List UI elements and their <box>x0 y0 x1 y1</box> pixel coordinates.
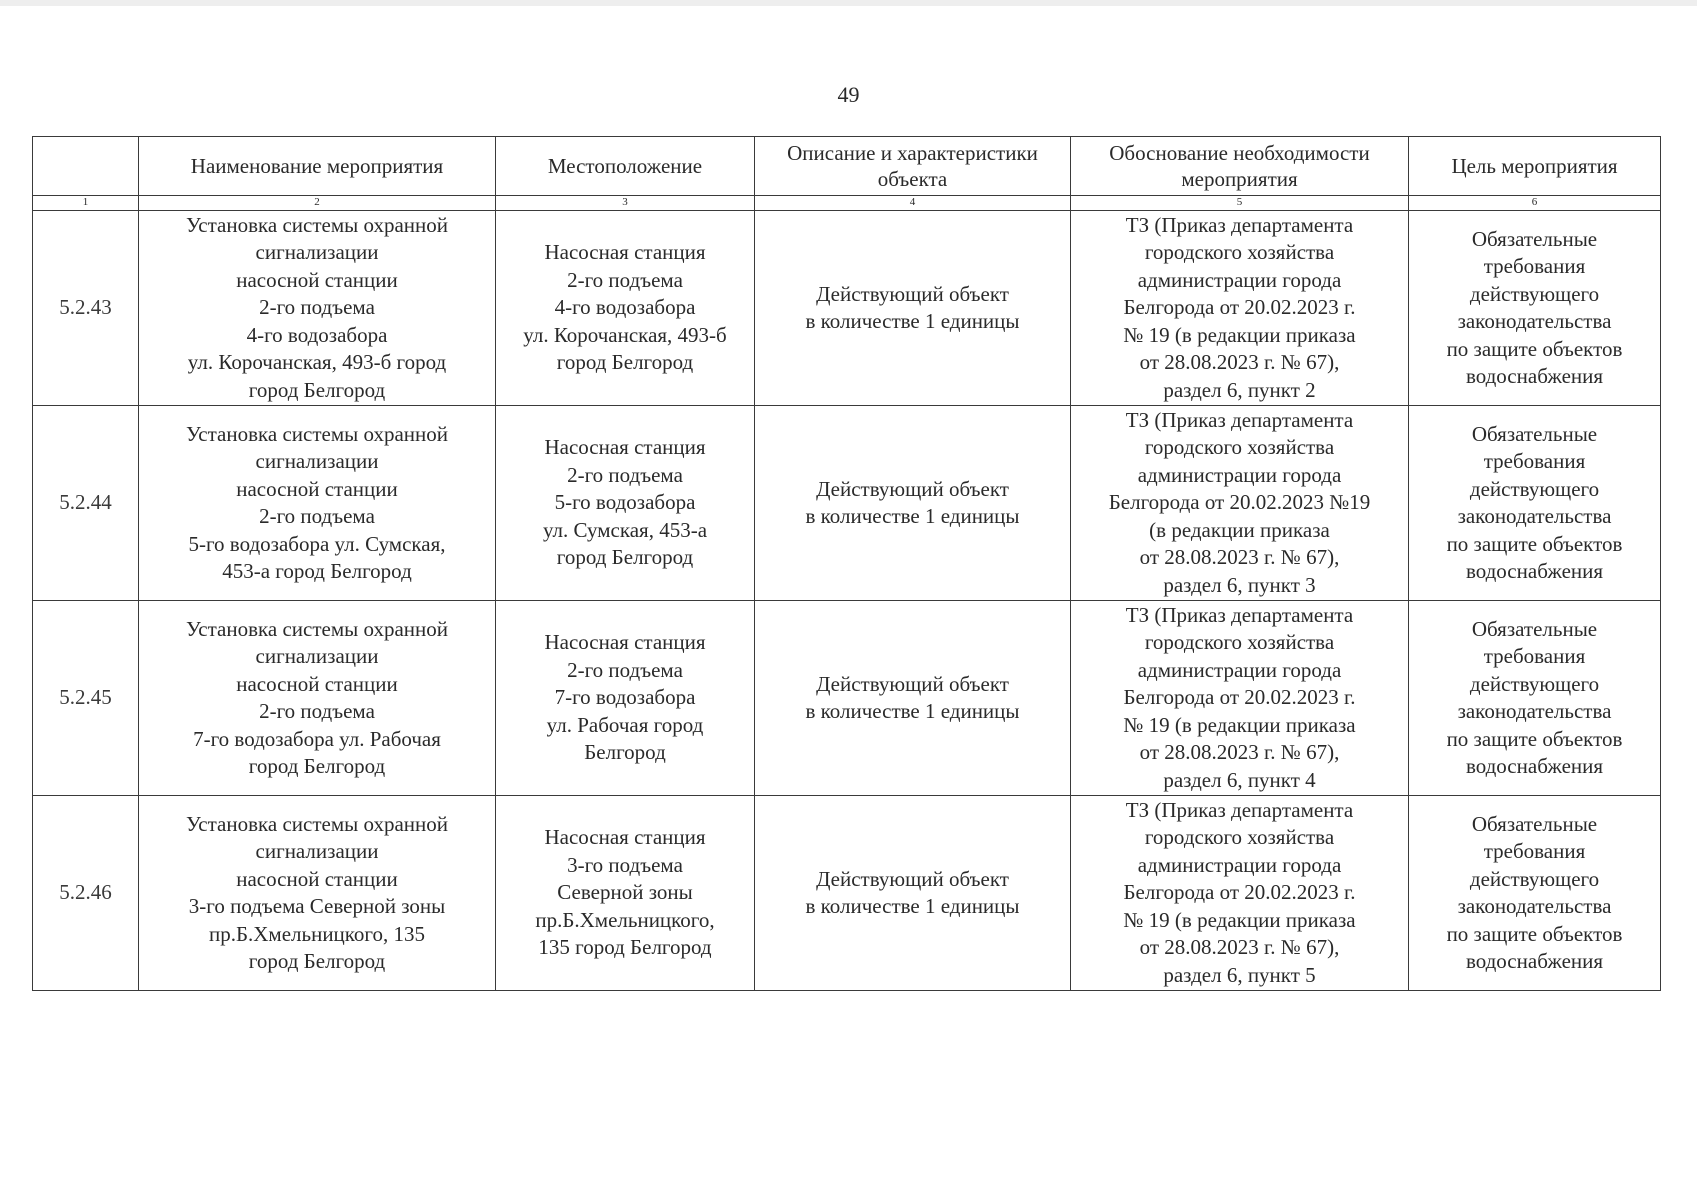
cell-justification: ТЗ (Приказ департамента городского хозяйства администрации города Белгорода от 20.02.2023 г. № 19 (в редакции приказа от 28.08.2023 г. № 67), раздел 6, пункт 4 <box>1071 601 1409 796</box>
cell-justification: ТЗ (Приказ департамента городского хозяйства администрации города Белгорода от 20.02.2023 №19 (в редакции приказа от 28.08.2023 г. № 67), раздел 6, пункт 3 <box>1071 406 1409 601</box>
column-number: 6 <box>1409 196 1661 211</box>
cell-justification: ТЗ (Приказ департамента городского хозяйства администрации города Белгорода от 20.02.2023 г. № 19 (в редакции приказа от 28.08.2023 г. № 67), раздел 6, пункт 2 <box>1071 211 1409 406</box>
column-number: 1 <box>33 196 139 211</box>
cell-location: Насосная станция 2-го подъема 7-го водозабора ул. Рабочая город Белгород <box>496 601 755 796</box>
header-name: Наименование мероприятия <box>139 137 496 196</box>
measures-table <box>32 136 1661 991</box>
column-number: 2 <box>139 196 496 211</box>
column-number-row <box>33 196 1661 211</box>
cell-number: 5.2.44 <box>33 406 139 601</box>
cell-name: Установка системы охранной сигнализации насосной станции 3-го подъема Северной зоны пр.Б.Хмельницкого, 135 город Белгород <box>139 796 496 991</box>
cell-goal: Обязательные требования действующего законодательства по защите объектов водоснабжения <box>1409 796 1661 991</box>
table-row <box>33 796 1661 991</box>
cell-description: Действующий объект в количестве 1 единицы <box>755 211 1071 406</box>
cell-description: Действующий объект в количестве 1 единицы <box>755 406 1071 601</box>
cell-number: 5.2.43 <box>33 211 139 406</box>
column-number: 4 <box>755 196 1071 211</box>
cell-number: 5.2.45 <box>33 601 139 796</box>
table-row <box>33 406 1661 601</box>
cell-location: Насосная станция 2-го подъема 5-го водозабора ул. Сумская, 453-а город Белгород <box>496 406 755 601</box>
scan-top-edge <box>0 0 1697 6</box>
table-row <box>33 211 1661 406</box>
header-location: Местоположение <box>496 137 755 196</box>
cell-location: Насосная станция 2-го подъема 4-го водозабора ул. Корочанская, 493-б город Белгород <box>496 211 755 406</box>
header-number <box>33 137 139 196</box>
cell-location: Насосная станция 3-го подъема Северной зоны пр.Б.Хмельницкого, 135 город Белгород <box>496 796 755 991</box>
cell-name: Установка системы охранной сигнализации насосной станции 2-го подъема 5-го водозабора ул. Сумская, 453-а город Белгород <box>139 406 496 601</box>
page-number: 49 <box>837 82 860 107</box>
header-justification: Обоснование необходимости мероприятия <box>1071 137 1409 196</box>
cell-goal: Обязательные требования действующего законодательства по защите объектов водоснабжения <box>1409 211 1661 406</box>
header-description: Описание и характеристики объекта <box>755 137 1071 196</box>
column-number: 3 <box>496 196 755 211</box>
cell-goal: Обязательные требования действующего законодательства по защите объектов водоснабжения <box>1409 406 1661 601</box>
cell-description: Действующий объект в количестве 1 единицы <box>755 796 1071 991</box>
cell-goal: Обязательные требования действующего законодательства по защите объектов водоснабжения <box>1409 601 1661 796</box>
header-goal: Цель мероприятия <box>1409 137 1661 196</box>
table-row <box>33 601 1661 796</box>
cell-number: 5.2.46 <box>33 796 139 991</box>
cell-name: Установка системы охранной сигнализации насосной станции 2-го подъема 7-го водозабора ул. Рабочая город Белгород <box>139 601 496 796</box>
cell-name: Установка системы охранной сигнализации насосной станции 2-го подъема 4-го водозабора ул. Корочанская, 493-б город город Белгород <box>139 211 496 406</box>
cell-justification: ТЗ (Приказ департамента городского хозяйства администрации города Белгорода от 20.02.2023 г. № 19 (в редакции приказа от 28.08.2023 г. № 67), раздел 6, пункт 5 <box>1071 796 1409 991</box>
table-body <box>33 211 1661 991</box>
table-header-row <box>33 137 1661 196</box>
cell-description: Действующий объект в количестве 1 единицы <box>755 601 1071 796</box>
column-number: 5 <box>1071 196 1409 211</box>
